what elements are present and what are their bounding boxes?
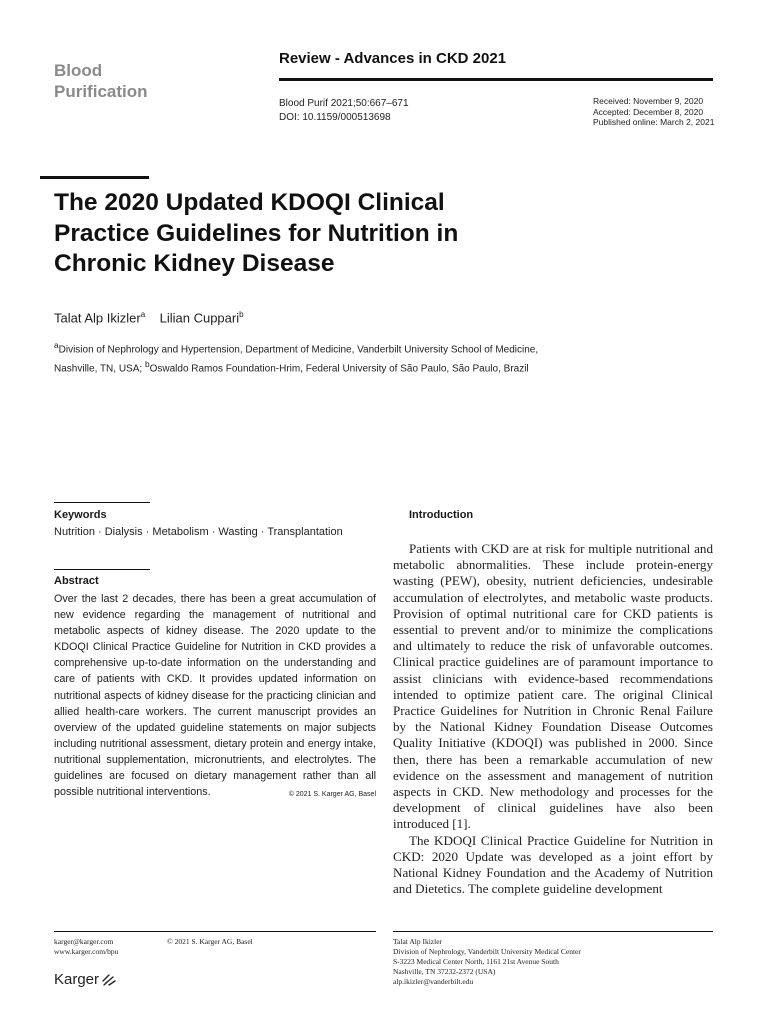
- article-title: [54, 188, 574, 280]
- abstract-rule: [54, 569, 150, 570]
- karger-logo-icon: [101, 972, 117, 988]
- affiliation-a-location: Nashville, TN, USA;: [54, 363, 145, 375]
- author-name[interactable]: Talat Alp Ikizler: [54, 310, 141, 326]
- publisher-name: Karger: [54, 971, 100, 988]
- title-line-1: The 2020 Updated KDOQI Clinical: [54, 189, 445, 216]
- author-sup: b: [239, 310, 244, 319]
- doi-link[interactable]: DOI: 10.1159/000513698: [279, 112, 391, 123]
- publisher-logo: [54, 971, 117, 988]
- keywords-rule: [54, 502, 150, 503]
- author-name[interactable]: Lilian Cuppari: [159, 310, 240, 326]
- corr-line-3: Nashville, TN 37232-2372 (USA): [393, 967, 496, 976]
- abstract-copyright: © 2021 S. Karger AG, Basel: [288, 791, 376, 799]
- accepted-date: Accepted: December 8, 2020: [593, 106, 704, 117]
- corr-name: Talat Alp Ikizler: [393, 937, 443, 946]
- introduction-body: [393, 541, 713, 897]
- author-list: [54, 310, 244, 325]
- affil-sup-a: a: [54, 340, 59, 350]
- corr-line-1: Division of Nephrology, Vanderbilt University Medical Center: [393, 947, 581, 956]
- corr-email[interactable]: alp.ikizler@vanderbilt.edu: [393, 977, 474, 986]
- citation-block: [279, 97, 409, 125]
- affiliation-b: Oswaldo Ramos Foundation-Hrim, Federal University of São Paulo, São Paulo, Brazil: [149, 363, 529, 375]
- keywords-list: Nutrition · Dialysis · Metabolism · Wasting · Transplantation: [54, 526, 343, 538]
- footer-copyright: © 2021 S. Karger AG, Basel: [167, 937, 253, 946]
- keywords-heading: Keywords: [54, 509, 107, 521]
- received-date: Received: November 9, 2020: [593, 96, 704, 106]
- title-rule: [40, 176, 149, 179]
- author-sup: a: [140, 310, 146, 319]
- article-dates: [593, 96, 714, 128]
- intro-paragraph-1: Patients with CKD are at risk for multiple nutritional and metabolic abnormalities. These include protein-energy wasting (PEW), obesity, nutrient deficiencies, undesirable accumulation of electrolytes, and metabolic waste products. Provision of optimal nutritional care for CKD patients is essential to prevent and/or to minimize the complications and ultimately to reduce the risk of unfavorable outcomes. Clinical practice guidelines are of paramount importance to assist clinicians with evidence-based recommendations intended to optimize patient care. The original Clinical Practice Guidelines for Nutrition in Chronic Renal Failure by the National Kidney Foundation Disease Outcomes Quality Initiative (KDOQI) was published in 2000. Since then, there has been a remarkable accumulation of new evidence on the assessment and management of nutrition aspects in CKD. New methodology and processes for the development of clinical guidelines have also been introduced [1].: [393, 541, 713, 832]
- introduction-heading: Introduction: [409, 509, 474, 521]
- abstract-heading: Abstract: [54, 575, 99, 587]
- section-title: Review - Advances in CKD 2021: [279, 50, 507, 67]
- publisher-contact: [54, 937, 118, 957]
- affiliations: [54, 338, 614, 377]
- publisher-website[interactable]: www.karger.com/bpu: [54, 947, 119, 956]
- published-date: Published online: March 2, 2021: [593, 117, 715, 127]
- abstract-body: [54, 591, 376, 803]
- title-line-2: Practice Guidelines for Nutrition in: [54, 219, 459, 247]
- affiliation-a: Division of Nephrology and Hypertension, Department of Medicine, Vanderbilt University School of Medicine,: [58, 344, 539, 356]
- citation: Blood Purif 2021;50:667–671: [279, 98, 409, 109]
- affil-sup-b: b: [144, 359, 150, 370]
- footer-rule-right: [393, 931, 713, 932]
- abstract-text: Over the last 2 decades, there has been a great accumulation of new evidence regarding the management of nutritional and metabolic aspects of kidney disease. The 2020 update to the KDOQI Clinical Practice Guideline for Nutrition in CKD provides a comprehensive up-to-date information on the understanding and care of patients with CKD. It provides updated information on nutritional aspects of kidney disease for the practicing clinician and allied health-care workers. The current manuscript provides an overview of the updated guideline statements on major subjects including nutritional assessment, dietary protein and energy intake, nutritional supplementation, micronutrients, and electrolytes. The guidelines are focused on dietary management rather than all possible nutritional interventions.: [54, 593, 376, 799]
- header-rule: [279, 78, 713, 81]
- title-line-3: Chronic Kidney Disease: [54, 250, 335, 277]
- corr-line-2: S-3223 Medical Center North, 1161 21st Avenue South: [393, 957, 559, 966]
- journal-name-line2: Purification: [54, 82, 148, 101]
- footer-rule-left: [54, 931, 376, 932]
- journal-logo: [54, 60, 148, 102]
- publisher-email[interactable]: karger@karger.com: [54, 937, 114, 946]
- intro-paragraph-2: The KDOQI Clinical Practice Guideline for Nutrition in CKD: 2020 Update was developed as a joint effort by National Kidney Foundation and the Academy of Nutrition and Dietetics. The complete guideline development: [393, 832, 713, 897]
- journal-name-line1: Blood: [54, 61, 103, 80]
- correspondence-address: [393, 937, 581, 987]
